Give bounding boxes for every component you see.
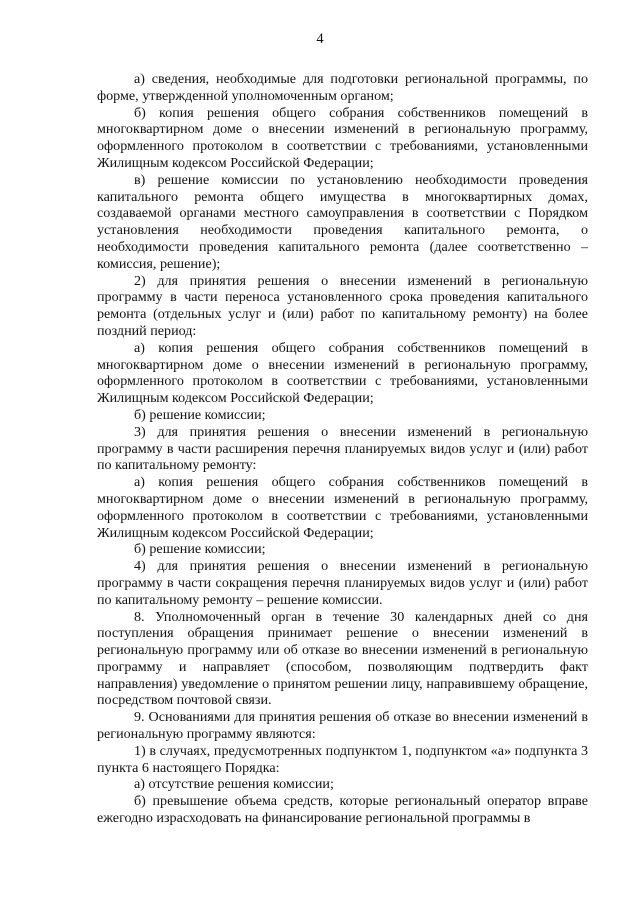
- paragraph: в) решение комиссии по установлению необходимости проведения капитального ремонта общего имущества в многоквартирных домах, создаваемой органами местного самоуправления в соответствии с Порядком установления необходимости проведения капитального ремонта, о необходимости проведения капитального ремонта (далее соответственно – комиссия, решение);: [97, 171, 588, 272]
- paragraph: б) решение комиссии;: [134, 541, 266, 558]
- paragraph: б) копия решения общего собрания собственников помещений в многоквартирном доме о внесении изменений в региональную программу, оформленного протоколом в соответствии с требованиями, установленными Жилищным кодексом Российской Федерации;: [97, 104, 588, 171]
- paragraph: 3) для принятия решения о внесении изменений в региональную программу в части расширения перечня планируемых видов услуг и (или) работ по капитальному ремонту:: [97, 423, 588, 474]
- paragraph: 1) в случаях, предусмотренных подпунктом 1, подпунктом «а» подпункта 3 пункта 6 настоящего Порядка:: [97, 742, 588, 776]
- page-number: 4: [316, 31, 324, 47]
- paragraph: а) копия решения общего собрания собственников помещений в многоквартирном доме о внесении изменений в региональную программу, оформленного протоколом в соответствии с требованиями, установленными Жилищным кодексом Российской Федерации;: [97, 339, 588, 407]
- paragraph: а) сведения, необходимые для подготовки региональной программы, по форме, утвержденной уполномоченным органом;: [97, 71, 588, 104]
- paragraph: 2) для принятия решения о внесении изменений в региональную программу в части переноса установленного срока проведения капитального ремонта (отдельных услуг и (или) работ по капитальному ремонту) на более поздний период:: [97, 272, 588, 339]
- paragraph: 8. Уполномоченный орган в течение 30 календарных дней со дня поступления обращения принимает решение о внесении изменений в региональную программу или об отказе во внесении изменений в региональную программу и направляет (способом, позволяющим подтвердить факт направления) уведомление о принятом решении лицу, направившему обращение, посредством почтовой связи.: [97, 608, 588, 709]
- paragraph: а) копия решения общего собрания собственников помещений в многоквартирном доме о внесении изменений в региональную программу, оформленного протоколом в соответствии с требованиями, установленными Жилищным кодексом Российской Федерации;: [97, 474, 588, 541]
- document-body: [97, 71, 588, 827]
- paragraph: б) решение комиссии;: [134, 406, 266, 423]
- paragraph: а) отсутствие решения комиссии;: [134, 776, 334, 793]
- paragraph: 4) для принятия решения о внесении изменений в региональную программу в части сокращения перечня планируемых видов услуг и (или) работ по капитальному ремонту – решение комиссии.: [97, 558, 588, 608]
- paragraph: 9. Основаниями для принятия решения об отказе во внесении изменений в региональную программу являются:: [97, 709, 588, 743]
- paragraph: б) превышение объема средств, которые региональный оператор вправе ежегодно израсходовать на финансирование региональной программы в: [97, 793, 588, 827]
